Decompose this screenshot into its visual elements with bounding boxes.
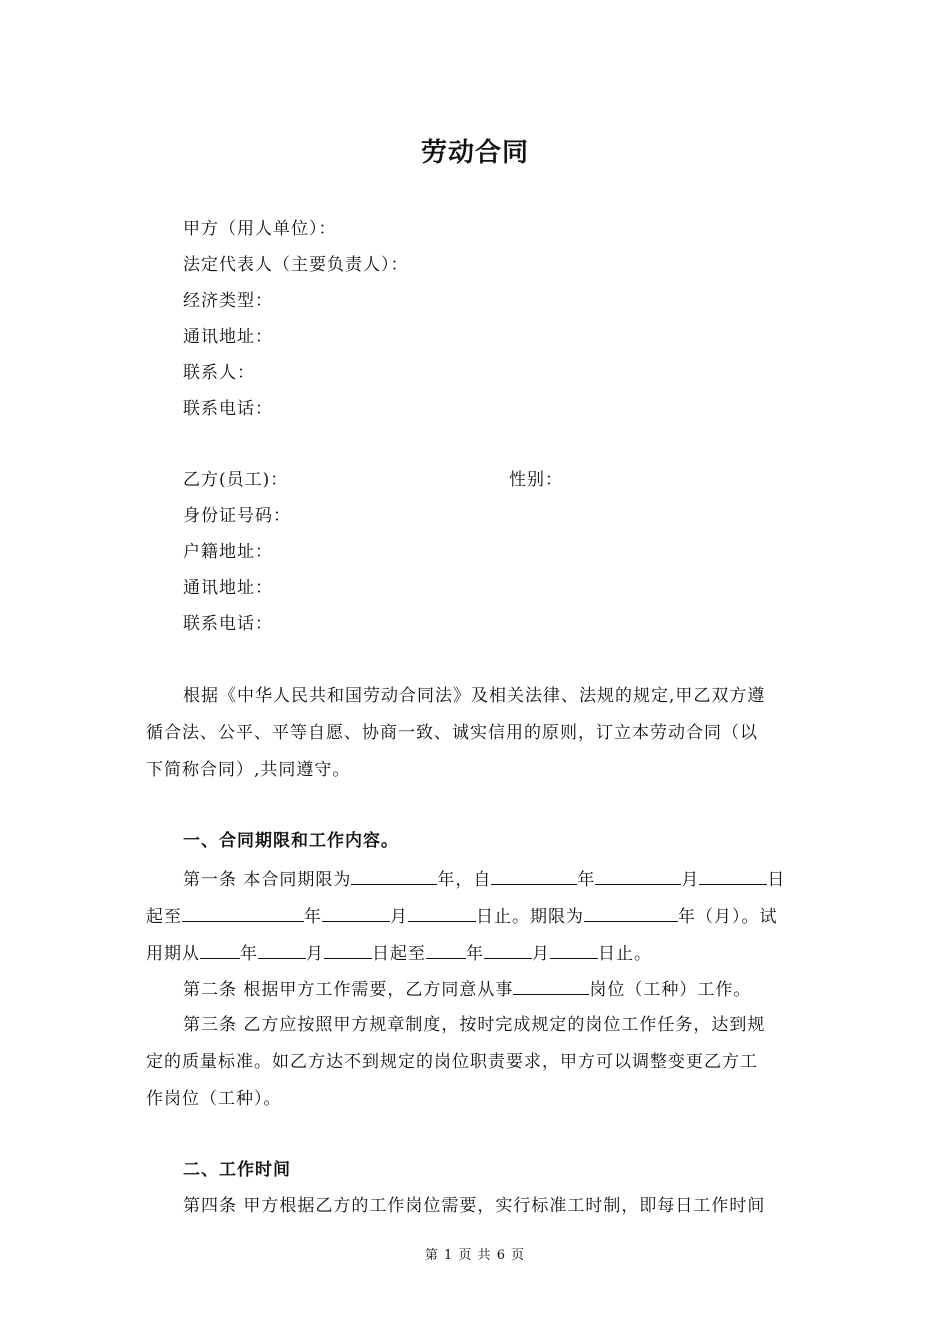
article-1-text: 月 bbox=[681, 870, 700, 890]
party-a-phone-label: 联系电话： bbox=[183, 399, 273, 419]
article-2-text: 岗位（工种）工作。 bbox=[589, 980, 752, 1000]
article-1-text: 日起至 bbox=[372, 944, 426, 964]
article-1-text: 年（月）。试 bbox=[678, 907, 778, 927]
party-a-unit-label: 甲方（用人单位）： bbox=[183, 219, 337, 239]
blank-field[interactable] bbox=[484, 940, 532, 959]
article-4-line-1: 第四条 甲方根据乙方的工作岗位需要，实行标准工时制，即每日工作时间 bbox=[183, 1196, 766, 1216]
blank-field[interactable] bbox=[200, 940, 240, 959]
article-1-text: 起至 bbox=[146, 907, 182, 927]
blank-field[interactable] bbox=[322, 903, 390, 922]
article-3-line-3: 作岗位（工种）。 bbox=[146, 1089, 282, 1109]
blank-field[interactable] bbox=[550, 940, 598, 959]
article-2-text: 第二条 根据甲方工作需要，乙方同意从事 bbox=[183, 980, 514, 1000]
intro-line-1: 根据《中华人民共和国劳动合同法》及相关法律、法规的规定,甲乙双方遵 bbox=[183, 686, 766, 706]
article-1-text: 第一条 本合同期限为 bbox=[183, 870, 352, 890]
article-1-text: 年，自 bbox=[437, 870, 492, 890]
blank-field[interactable] bbox=[595, 866, 681, 885]
blank-field[interactable] bbox=[699, 866, 767, 885]
party-b-id-label: 身份证号码： bbox=[183, 506, 291, 526]
article-2-line bbox=[183, 976, 751, 1002]
blank-field[interactable] bbox=[408, 903, 476, 922]
article-1-line-3 bbox=[146, 940, 652, 966]
article-1-text: 日止。 bbox=[598, 944, 652, 964]
party-a-legal-rep-label: 法定代表人（主要负责人）： bbox=[183, 255, 409, 275]
intro-line-3: 下简称合同）,共同遵守。 bbox=[146, 760, 351, 780]
section-1-heading: 一、合同期限和工作内容。 bbox=[183, 831, 399, 851]
article-1-text: 月 bbox=[532, 944, 550, 964]
document-title: 劳动合同 bbox=[420, 138, 529, 168]
intro-line-2: 循合法、公平、平等自愿、协商一致、诚实信用的原则，订立本劳动合同（以 bbox=[146, 723, 758, 743]
article-1-text: 月 bbox=[390, 907, 408, 927]
article-3-line-1: 第三条 乙方应按照甲方规章制度，按时完成规定的岗位工作任务，达到规 bbox=[183, 1015, 766, 1035]
party-a-contact-label: 联系人： bbox=[183, 363, 255, 383]
party-b-address-label: 通讯地址： bbox=[183, 578, 273, 598]
party-a-address-label: 通讯地址： bbox=[183, 327, 273, 347]
blank-field[interactable] bbox=[258, 940, 306, 959]
article-1-text: 日 bbox=[767, 870, 786, 890]
blank-field[interactable] bbox=[182, 903, 304, 922]
section-2-heading: 二、工作时间 bbox=[183, 1160, 291, 1180]
article-1-text: 日止。期限为 bbox=[476, 907, 584, 927]
party-b-phone-label: 联系电话： bbox=[183, 614, 273, 634]
article-1-text: 用期从 bbox=[146, 944, 200, 964]
article-1-text: 年 bbox=[577, 870, 596, 890]
article-1-line-1 bbox=[183, 866, 785, 892]
article-1-text: 年 bbox=[466, 944, 484, 964]
blank-field[interactable] bbox=[513, 976, 589, 995]
article-1-text: 年 bbox=[240, 944, 258, 964]
page-footer: 第 1 页 共 6 页 bbox=[424, 1248, 526, 1263]
article-1-text: 年 bbox=[304, 907, 322, 927]
party-b-name-label: 乙方(员工)： bbox=[183, 470, 289, 490]
article-1-line-2 bbox=[146, 903, 778, 929]
article-3-line-2: 定的质量标准。如乙方达不到规定的岗位职责要求，甲方可以调整变更乙方工 bbox=[146, 1052, 758, 1072]
blank-field[interactable] bbox=[491, 866, 577, 885]
blank-field[interactable] bbox=[426, 940, 466, 959]
article-1-text: 月 bbox=[306, 944, 324, 964]
blank-field[interactable] bbox=[324, 940, 372, 959]
party-b-household-label: 户籍地址： bbox=[183, 542, 273, 562]
party-b-gender-label: 性别： bbox=[509, 470, 563, 490]
party-a-economic-type-label: 经济类型： bbox=[183, 291, 273, 311]
blank-field[interactable] bbox=[351, 866, 437, 885]
blank-field[interactable] bbox=[584, 903, 678, 922]
